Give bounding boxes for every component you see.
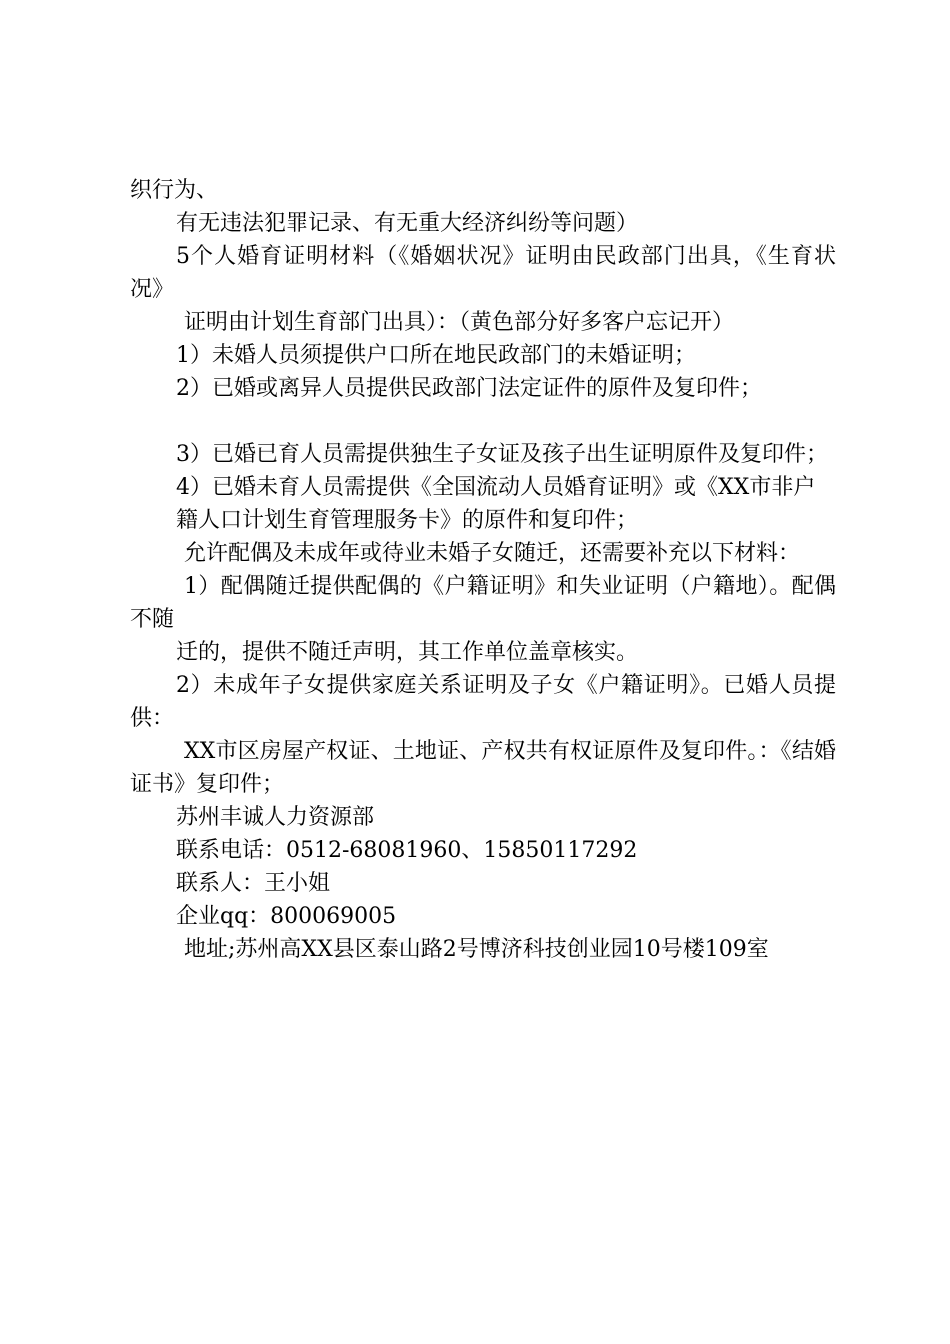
- contact-qq: 企业qq：800069005: [176, 904, 397, 929]
- contact-phone: 联系电话：0512-68081960、15850117292: [176, 838, 638, 863]
- paragraph-9: 籍人口计划生育管理服务卡》的原件和复印件；: [176, 508, 639, 533]
- paragraph-12: 迁的，提供不随迁声明，其工作单位盖章核实。: [176, 640, 639, 665]
- paragraph-10: 允许配偶及未成年或待业未婚子女随迁，还需要补充以下材料：: [184, 541, 801, 566]
- contact-address: 地址;苏州高XX县区泰山路2号博济科技创业园10号楼109室: [184, 937, 769, 962]
- paragraph-5: 1）未婚人员须提供户口所在地民政部门的未婚证明；: [176, 343, 696, 368]
- document-body: [130, 174, 836, 966]
- paragraph-2: 有无违法犯罪记录、有无重大经济纠纷等问题）: [176, 211, 639, 236]
- paragraph-11: 1）配偶随迁提供配偶的《户籍证明》和失业证明（户籍地）。配偶不随: [130, 574, 836, 632]
- paragraph-13: 2）未成年子女提供家庭关系证明及子女《户籍证明》。已婚人员提供：: [130, 673, 836, 731]
- contact-person: 联系人：王小姐: [176, 871, 331, 896]
- paragraph-4: 证明由计划生育部门出具）：（黄色部分好多客户忘记开）: [184, 310, 735, 335]
- paragraph-1: 织行为、: [130, 178, 219, 203]
- paragraph-6: 2）已婚或离异人员提供民政部门法定证件的原件及复印件；: [176, 376, 762, 401]
- company-name: 苏州丰诚人力资源部: [176, 805, 375, 830]
- paragraph-14: XX市区房屋产权证、土地证、产权共有权证原件及复印件。：《结婚证书》复印件；: [130, 739, 836, 797]
- paragraph-7: 3）已婚已育人员需提供独生子女证及孩子出生证明原件及复印件；: [176, 442, 828, 467]
- paragraph-8: 4）已婚未育人员需提供《全国流动人员婚育证明》或《XX市非户: [176, 475, 816, 500]
- paragraph-3: 5个人婚育证明材料（《婚姻状况》证明由民政部门出具，《生育状况》: [130, 244, 836, 302]
